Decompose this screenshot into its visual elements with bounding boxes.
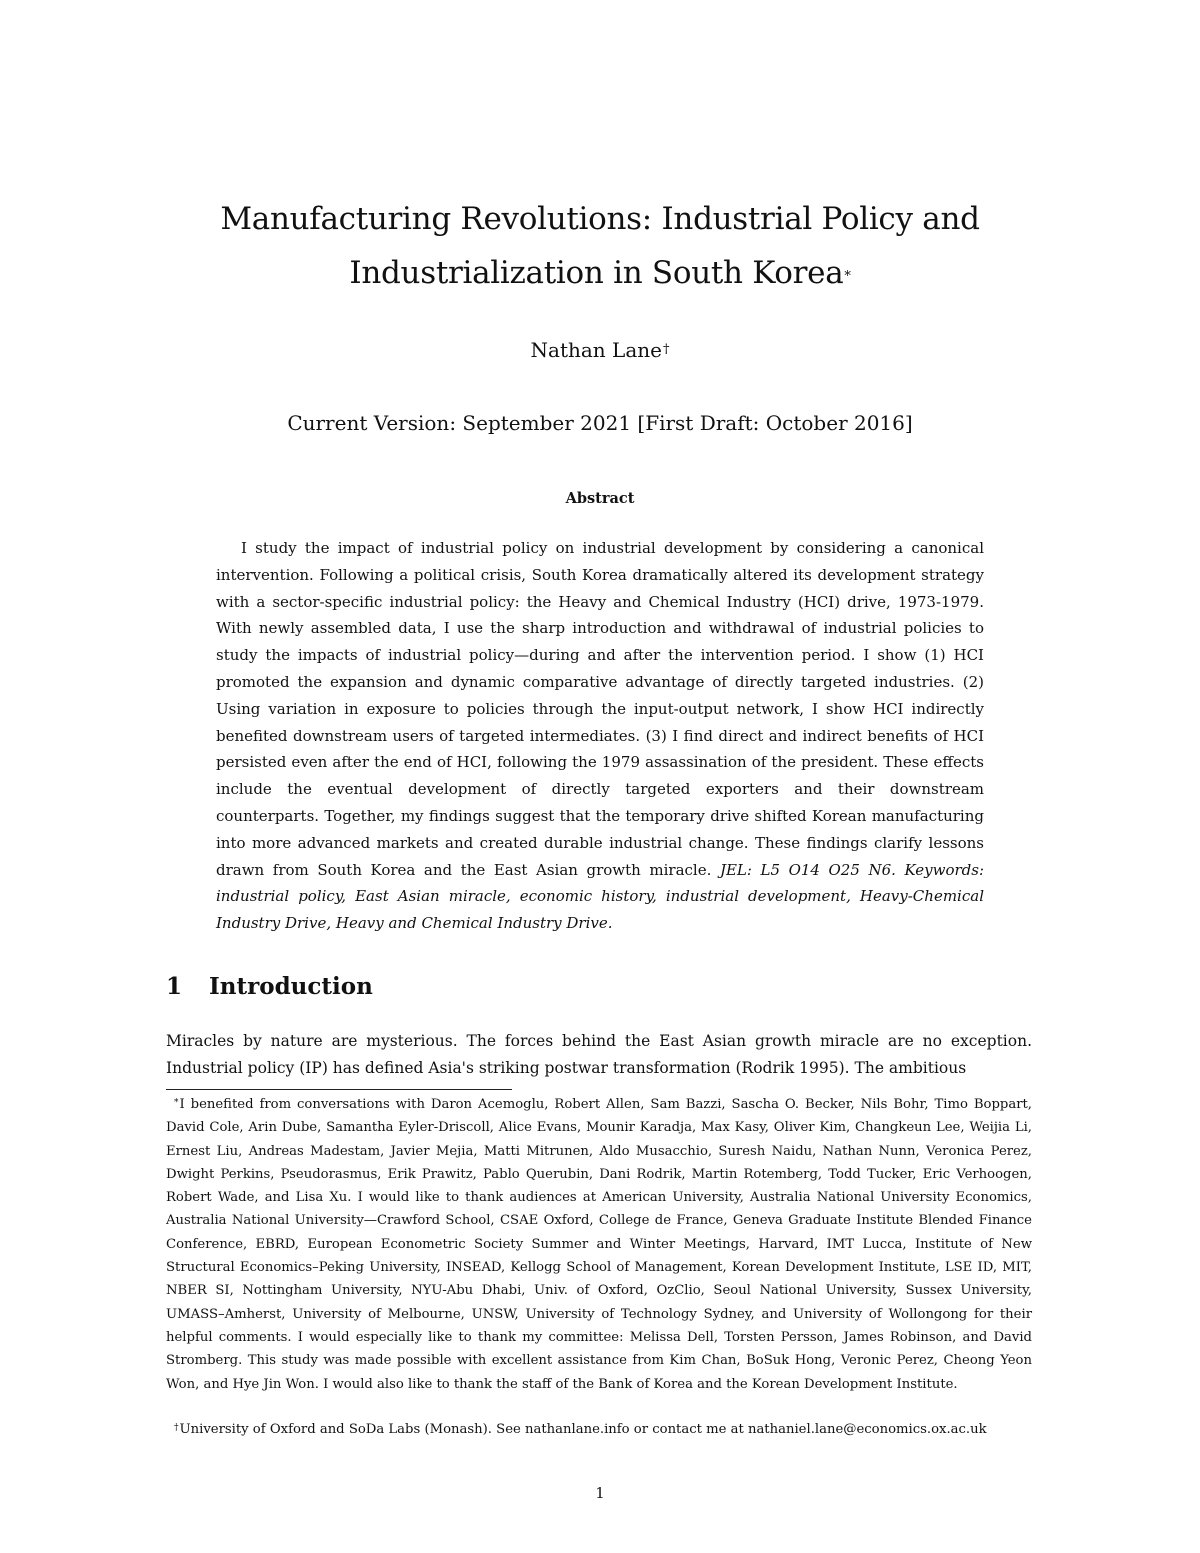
title-line-1: Manufacturing Revolutions: Industrial Policy and	[220, 201, 980, 237]
footnote-1-text: I benefited from conversations with Daron Acemoglu, Robert Allen, Sam Bazzi, Sascha O. Becker, Nils Bohr, Timo Boppart, David Cole, Arin Dube, Samantha Eyler-Driscoll, Alice Evans, Mounir Karadja, Max Kasy, Oliver Kim, Changkeun Lee, Weijia Li, Ernest Liu, Andreas Madestam, Javier Mejia, Matti Mitrunen, Aldo Musacchio, Suresh Naidu, Nathan Nunn, Veronica Perez, Dwight Perkins, Pseudorasmus, Erik Prawitz, Pablo Querubin, Dani Rodrik, Martin Rotemberg, Todd Tucker, Eric Verhoogen, Robert Wade, and Lisa Xu. I would like to thank audiences at American University, Australia National University Economics, Australia National University—Crawford School, CSAE Oxford, College de France, Geneva Graduate Institute Blended Finance Conference, EBRD, European Econometric Society Summer and Winter Meetings, Harvard, IMT Lucca, Institute of New Structural Economics–Peking University, INSEAD, Kellogg School of Management, Korean Development Institute, LSE ID, MIT, NBER SI, Nottingham University, NYU-Abu Dhabi, Univ. of Oxford, OzClio, Seoul National University, Sussex University, UMASS–Amherst, University of Melbourne, UNSW, University of Technology Sydney, and University of Wollongong for their helpful comments. I would especially like to thank my committee: Melissa Dell, Torsten Persson, James Robinson, and David Stromberg. This study was made possible with excellent assistance from Kim Chan, BoSuk Hong, Veronic Perez, Cheong Yeon Won, and Hye Jin Won. I would also like to thank the staff of the Bank of Korea and the Korean Development Institute.	[166, 1097, 1032, 1392]
footnote-2-paragraph	[166, 1418, 1032, 1441]
section-heading	[166, 973, 373, 1000]
title-footnote-mark: *	[844, 269, 851, 284]
footnote-rule	[166, 1089, 512, 1090]
author-name	[150, 338, 1050, 362]
section-title: Introduction	[209, 973, 373, 1000]
abstract-body	[216, 535, 984, 937]
intro-paragraph: Miracles by nature are mysterious. The forces behind the East Asian growth miracle are no exception. Industrial policy (IP) has defined Asia's striking postwar transformation (Rodrik 1995). The ambitious	[166, 1032, 1032, 1077]
abstract-text: I study the impact of industrial policy on industrial development by considering a canonical intervention. Following a political crisis, South Korea dramatically altered its development strategy with a sector-specific industrial policy: the Heavy and Chemical Industry (HCI) drive, 1973-1979. With newly assembled data, I use the sharp introduction and withdrawal of industrial policies to study the impacts of industrial policy—during and after the intervention period. I show (1) HCI promoted the expansion and dynamic comparative advantage of directly targeted industries. (2) Using variation in exposure to policies through the input-output network, I show HCI indirectly benefited downstream users of targeted intermediates. (3) I find direct and indirect benefits of HCI persisted even after the end of HCI, following the 1979 assassination of the president. These effects include the eventual development of directly targeted exporters and their downstream counterparts. Together, my findings suggest that the temporary drive shifted Korean manufacturing into more advanced markets and created durable industrial change. These findings clarify lessons drawn from South Korea and the East Asian growth miracle.	[216, 539, 984, 879]
abstract-jel-keywords: JEL: L5 O14 O25 N6. Keywords: industrial policy, East Asian miracle, economic history, industrial development, Heavy-Chemical Industry Drive, Heavy and Chemical Industry Drive.	[216, 860, 985, 933]
footnote-2-text: University of Oxford and SoDa Labs (Monash). See nathanlane.info or contact me at nathaniel.lane@economics.ox.ac.uk	[179, 1422, 987, 1437]
section-number: 1	[166, 973, 183, 1000]
footnote-1	[166, 1093, 1032, 1396]
intro-text	[166, 1028, 1032, 1081]
footnote-2-mark: †	[174, 1423, 179, 1433]
title-line-2	[150, 246, 1050, 300]
abstract-paragraph	[216, 535, 984, 937]
abstract-heading: Abstract	[565, 490, 635, 507]
title-line-2-text: Industrialization in South Korea	[349, 255, 844, 291]
author-footnote-mark: †	[662, 342, 670, 357]
footnote-1-mark: *	[174, 1098, 179, 1108]
footnote-1-paragraph	[166, 1093, 1032, 1396]
page-number: 1	[595, 1484, 605, 1502]
author-text: Nathan Lane	[530, 338, 662, 362]
footnote-2	[166, 1418, 1032, 1441]
version-line: Current Version: September 2021 [First Draft: October 2016]	[287, 411, 913, 435]
paper-title	[150, 192, 1050, 300]
